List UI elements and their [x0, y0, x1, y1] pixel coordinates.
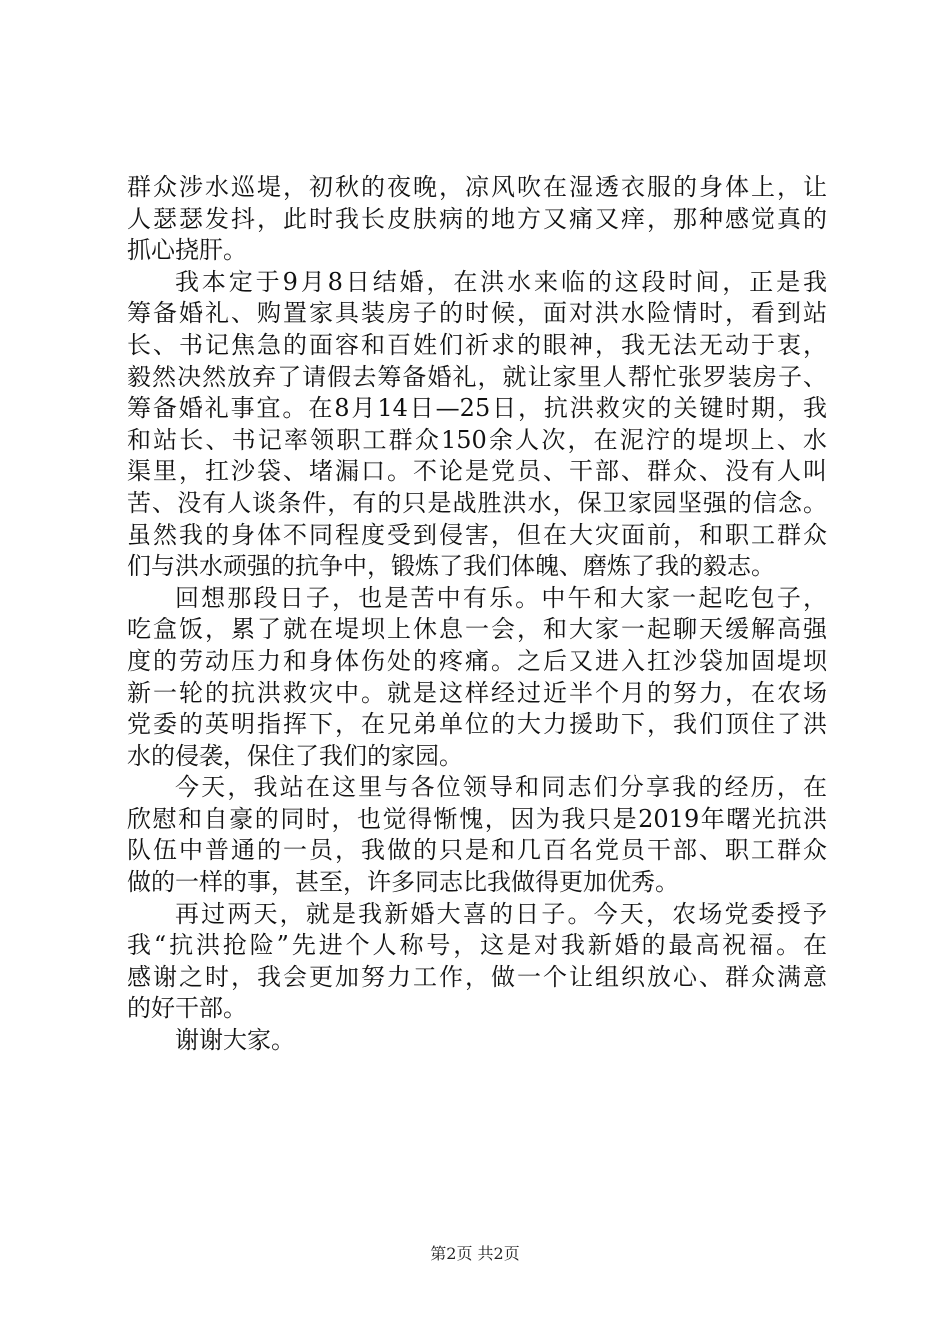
- text-line: 的好干部。: [127, 994, 247, 1023]
- text-line: 群众涉水巡堤，初秋的夜晚，凉风吹在湿透衣服的身体上，让: [127, 173, 827, 201]
- text-line: 和站长、书记率领职工群众150余人次，在泥泞的堤坝上、水: [127, 425, 827, 454]
- text-line: 人瑟瑟发抖，此时我长皮肤病的地方又痛又痒，那种感觉真的: [127, 204, 827, 233]
- text-line: 新一轮的抗洪救灾中。就是这样经过近半个月的努力，在农场: [127, 678, 827, 707]
- document-body: [127, 172, 827, 1057]
- text-line: 长、书记焦急的面容和百姓们祈求的眼神，我无法无动于衷，: [127, 330, 827, 359]
- text-line: 再过两天，就是我新婚大喜的日子。今天，农场党委授予: [175, 899, 827, 928]
- text-line: 苦、没有人谈条件，有的只是战胜洪水，保卫家园坚强的信念。: [127, 488, 827, 517]
- text-line: 欣慰和自豪的同时，也觉得惭愧，因为我只是2019年曙光抗洪: [127, 804, 827, 833]
- text-line: 虽然我的身体不同程度受到侵害，但在大灾面前，和职工群众: [127, 520, 827, 549]
- text-line: 度的劳动压力和身体伤处的疼痛。之后又进入扛沙袋加固堤坝: [127, 646, 827, 675]
- text-line: 渠里，扛沙袋、堵漏口。不论是党员、干部、群众、没有人叫: [127, 457, 827, 486]
- text-line: 我“抗洪抢险”先进个人称号，这是对我新婚的最高祝福。在: [127, 931, 827, 960]
- text-line: 做的一样的事，甚至，许多同志比我做得更加优秀。: [127, 868, 679, 897]
- text-line: 队伍中普通的一员，我做的只是和几百名党员干部、职工群众: [127, 836, 827, 865]
- text-line: 谢谢大家。: [175, 1026, 295, 1055]
- text-line: 筹备婚礼事宜。在8月14日—25日，抗洪救灾的关键时期，我: [127, 394, 827, 423]
- text-line: 我本定于9月8日结婚，在洪水来临的这段时间，正是我: [175, 267, 827, 296]
- text-line: 水的侵袭，保住了我们的家园。: [127, 741, 463, 770]
- text-line: 党委的英明指挥下，在兄弟单位的大力援助下，我们顶住了洪: [127, 710, 827, 739]
- text-line: 毅然决然放弃了请假去筹备婚礼，就让家里人帮忙张罗装房子、: [127, 362, 827, 391]
- text-line: 抓心挠肝。: [127, 236, 247, 265]
- text-line: 筹备婚礼、购置家具装房子的时候，面对洪水险情时，看到站: [127, 299, 827, 328]
- page-footer: 第2页 共2页: [430, 1244, 520, 1263]
- text-line: 回想那段日子，也是苦中有乐。中午和大家一起吃包子，: [175, 583, 827, 612]
- text-line: 们与洪水顽强的抗争中，锻炼了我们体魄、磨炼了我的毅志。: [127, 552, 775, 581]
- text-line: 吃盒饭，累了就在堤坝上休息一会，和大家一起聊天缓解高强: [127, 615, 827, 644]
- text-line: 感谢之时，我会更加努力工作，做一个让组织放心、群众满意: [127, 962, 827, 991]
- text-line: 今天，我站在这里与各位领导和同志们分享我的经历，在: [175, 773, 827, 802]
